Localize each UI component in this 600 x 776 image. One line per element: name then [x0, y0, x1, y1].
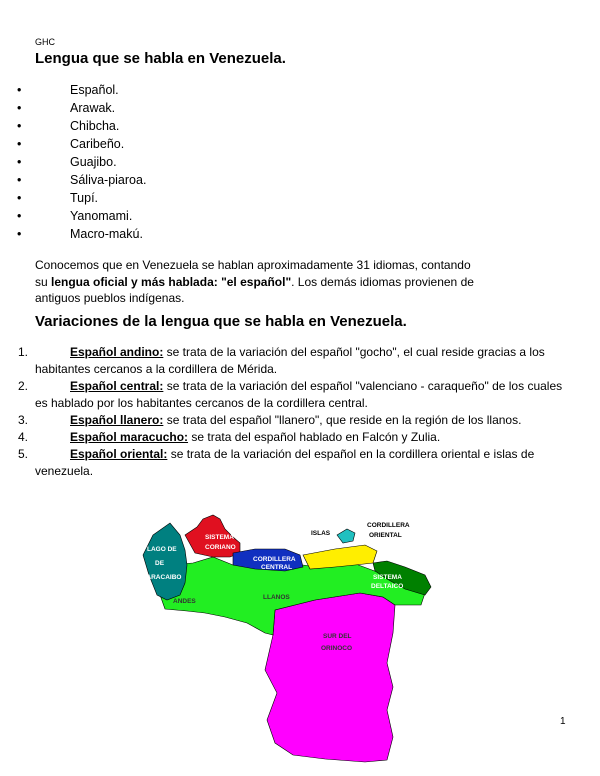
bullet-icon: • — [17, 83, 22, 97]
bullet-icon: • — [17, 101, 22, 115]
list-item: 4. Español maracucho: se trata del español hablado en Falcón y Zulia. — [18, 430, 441, 444]
map-label: CORIANO — [205, 544, 236, 551]
map-label: DE — [155, 560, 165, 567]
variation-term: Español maracucho: — [70, 430, 189, 444]
section-subtitle: Variaciones de la lengua que se habla en Venezuela. — [35, 313, 407, 330]
region-cordillera-oriental — [303, 545, 377, 569]
map-label: SISTEMA — [205, 534, 234, 541]
list-item: 2. Español central: se trata de la variación del español "valenciano - caraqueño" de los cuales es hablado por los habitantes cercanos de la cordillera central. — [18, 379, 563, 410]
intro-paragraph: Conocemos que en Venezuela se hablan aproximadamente 31 idiomas, contando su lengua oficial y más hablada: "el español". Los demás idiomas provienen de antiguos pueblos indígenas. — [35, 258, 474, 305]
list-item: 3. Español llanero: se trata del español "llanero", que reside en la región de los llanos. — [18, 413, 522, 427]
list-item: 1. Español andino: se trata de la variación del español "gocho", el cual reside gracias a los habitantes cercanos a la cordillera de Mérida. — [18, 345, 545, 376]
map-label: SUR DEL — [323, 633, 352, 640]
region-islas — [337, 529, 355, 543]
variation-term: Español andino: — [70, 345, 164, 359]
page-number: 1 — [560, 716, 566, 727]
venezuela-map — [125, 505, 445, 765]
bullet-icon: • — [17, 155, 22, 169]
map-label: ISLAS — [311, 530, 331, 537]
region-lago-maracaibo — [143, 523, 187, 600]
map-label: DELTAICO — [371, 583, 404, 590]
page-title: Lengua que se habla en Venezuela. — [35, 50, 286, 67]
bullet-icon: • — [17, 227, 22, 241]
map-label: LLANOS — [263, 594, 290, 601]
header-tag: GHC — [35, 37, 55, 47]
bullet-icon: • — [17, 137, 22, 151]
map-label: ORINOCO — [321, 645, 353, 652]
variation-term: Español oriental: — [70, 447, 168, 461]
bullet-icon: • — [17, 119, 22, 133]
map-label: ORIENTAL — [369, 532, 402, 539]
bullet-icon: • — [17, 209, 22, 223]
variation-term: Español central: — [70, 379, 164, 393]
map-label: CORDILLERA — [367, 522, 410, 529]
variations-list — [0, 344, 570, 480]
bullet-icon: • — [17, 191, 22, 205]
map-label: CENTRAL — [261, 564, 293, 571]
intro-highlight: lengua oficial y más hablada: "el español" — [51, 274, 292, 289]
map-label: LAGO DE — [147, 546, 177, 553]
map-label: SISTEMA — [373, 574, 402, 581]
map-label: MARACAIBO — [141, 574, 182, 581]
list-item: 5. Español oriental: se trata de la variación del español en la cordillera oriental e islas de venezuela. — [18, 447, 535, 478]
region-sur-del-orinoco — [265, 593, 395, 762]
variation-term: Español llanero: — [70, 413, 164, 427]
map-label: ANDES — [173, 598, 196, 605]
map-label: CORDILLERA — [253, 556, 296, 563]
bullet-icon: • — [17, 173, 22, 187]
